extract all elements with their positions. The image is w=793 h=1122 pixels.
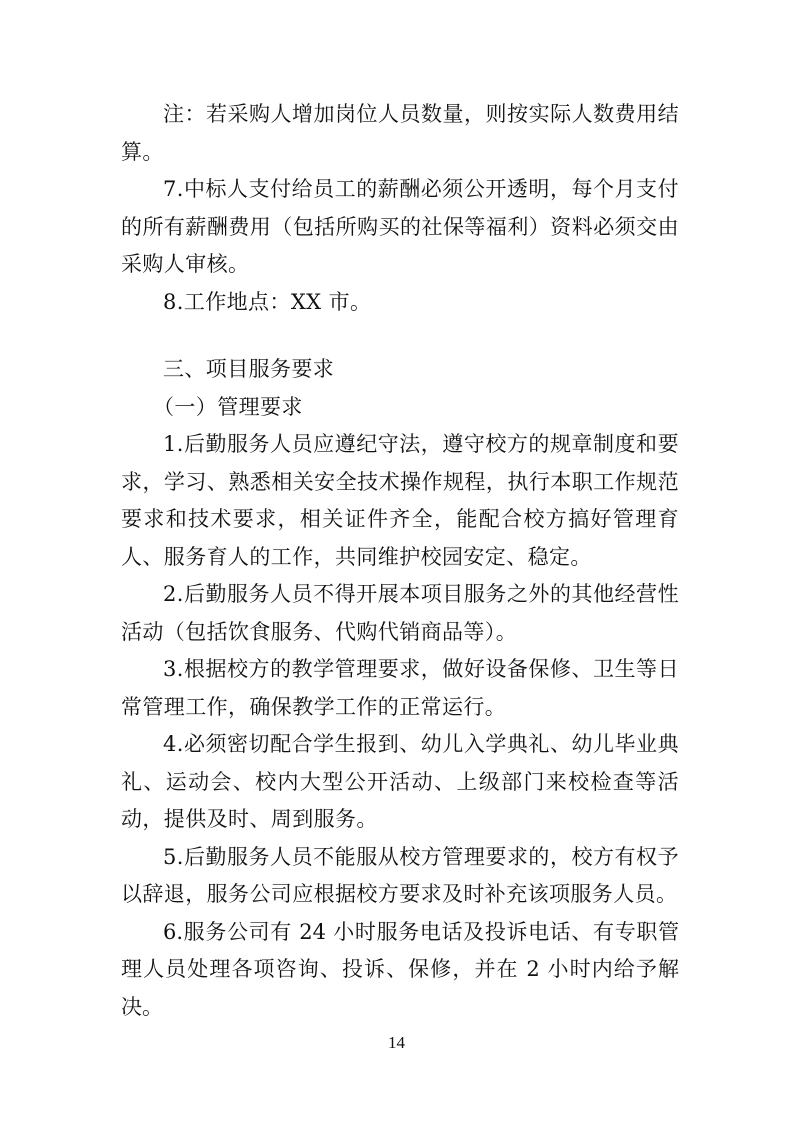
page-number: 14 [388, 1033, 405, 1052]
requirement-1-paragraph: 1.后勤服务人员应遵纪守法，遵守校方的规章制度和要求，学习、熟悉相关安全技术操作规程，执行本职工作规范要求和技术要求，相关证件齐全，能配合校方搞好管理育人、服务育人的工作，共同维护校园安定、稳定。 [121, 432, 679, 569]
requirement-5-paragraph: 5.后勤服务人员不能服从校方管理要求的，校方有权予以辞退，服务公司应根据校方要求及时补充该项服务人员。 [121, 844, 679, 906]
section-heading: 三、项目服务要求 [163, 357, 335, 381]
clause-7-paragraph: 7.中标人支付给员工的薪酬必须公开透明，每个月支付的所有薪酬费用（包括所购买的社保等福利）资料必须交由采购人审核。 [121, 177, 679, 276]
note-paragraph: 注：若采购人增加岗位人员数量，则按实际人数费用结算。 [121, 102, 679, 164]
document-body [121, 96, 679, 1026]
section-spacer [121, 321, 679, 351]
requirement-6-paragraph: 6.服务公司有 24 小时服务电话及投诉电话、有专职管理人员处理各项咨询、投诉、保修，并在 2 小时内给予解决。 [121, 919, 679, 1019]
requirement-4-paragraph: 4.必须密切配合学生报到、幼儿入学典礼、幼儿毕业典礼、运动会、校内大型公开活动、上级部门来校检查等活动，提供及时、周到服务。 [121, 732, 679, 831]
requirement-2-paragraph: 2.后勤服务人员不得开展本项目服务之外的其他经营性活动（包括饮食服务、代购代销商品等）。 [121, 582, 679, 644]
subsection-heading: （一）管理要求 [153, 394, 303, 419]
clause-8-paragraph: 8.工作地点：XX 市。 [163, 289, 372, 314]
requirement-3-paragraph: 3.根据校方的教学管理要求，做好设备保修、卫生等日常管理工作，确保教学工作的正常运行。 [121, 657, 679, 719]
